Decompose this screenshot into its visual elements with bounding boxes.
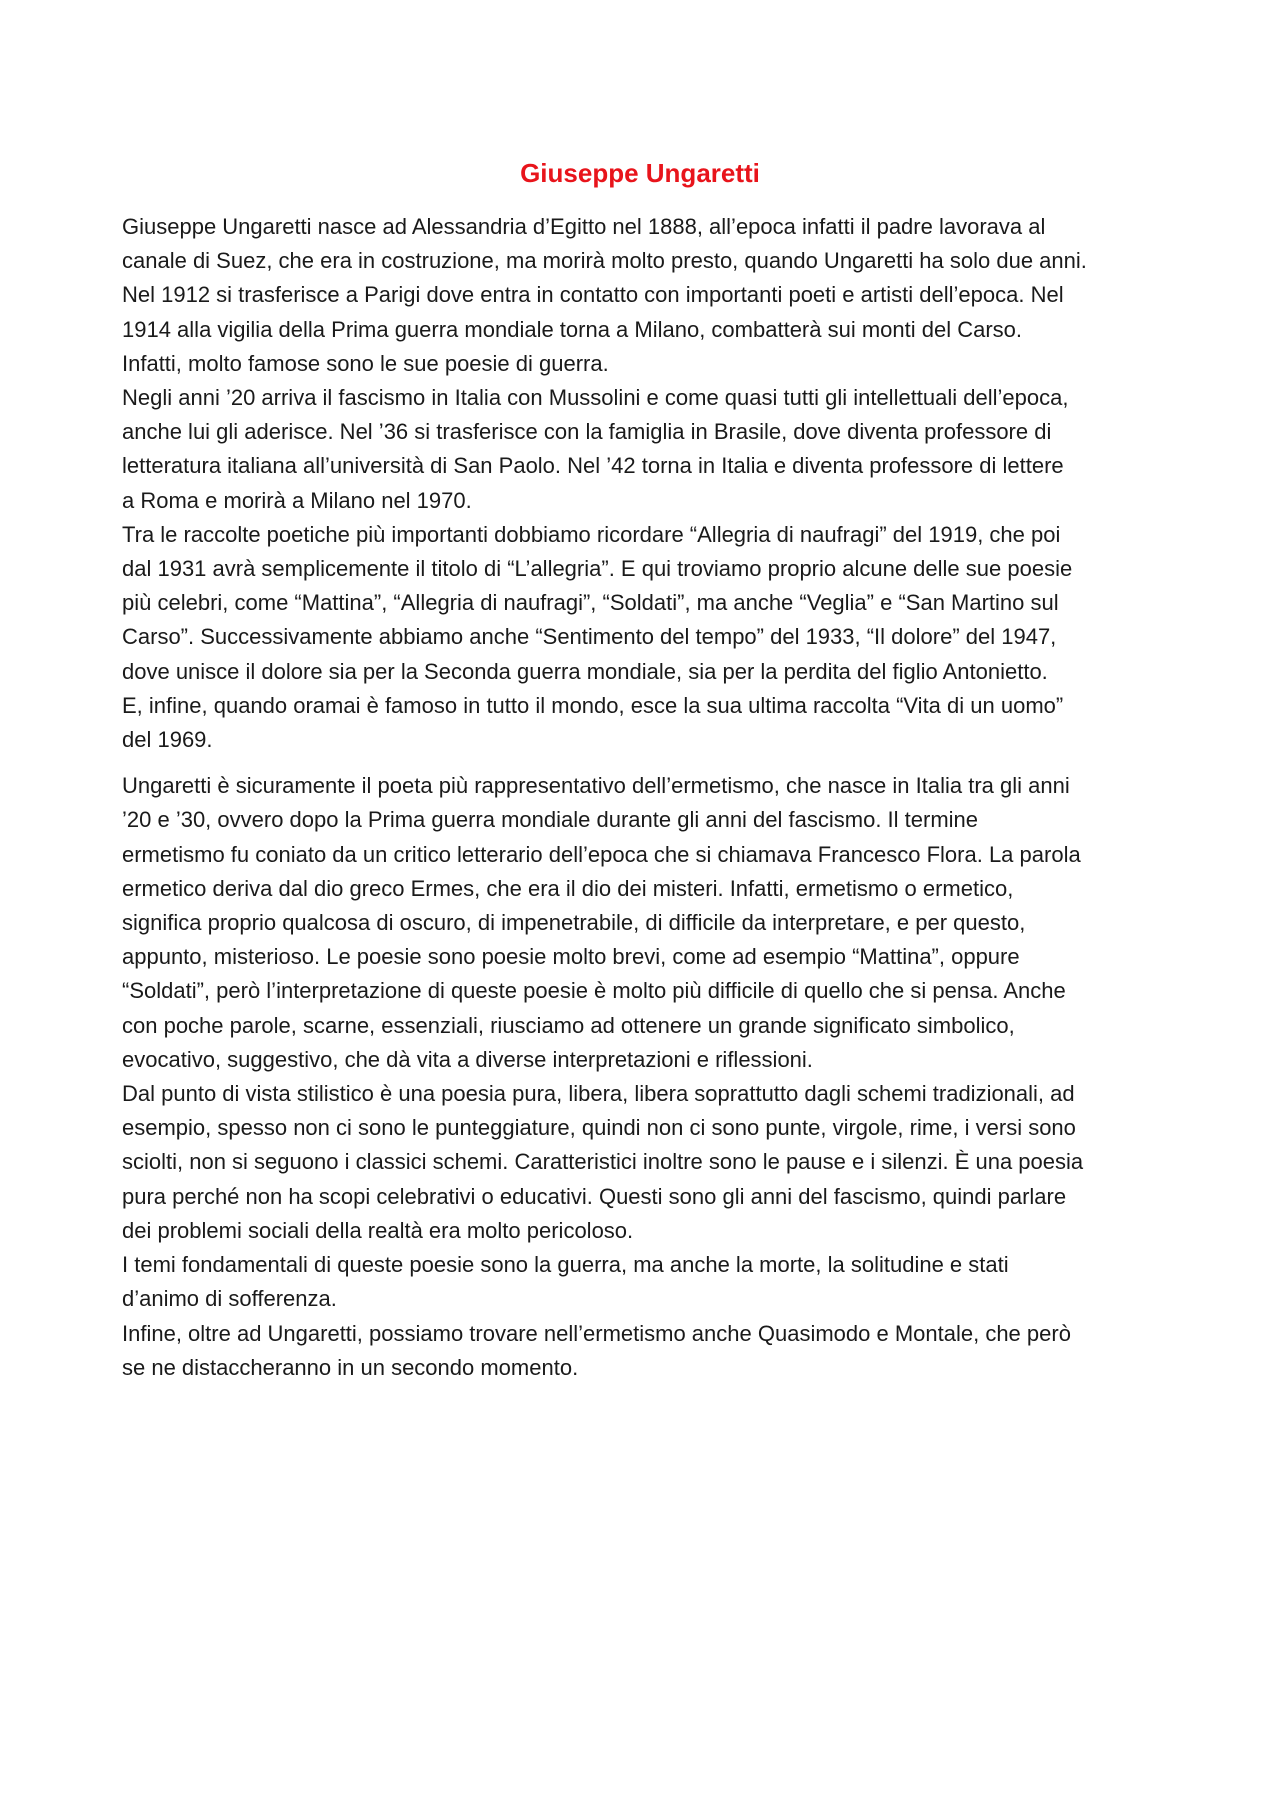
text-line: sciolti, non si seguono i classici schemi. Caratteristici inoltre sono le pause e i silenzi. È una poesia [122,1149,1084,1175]
text-line: più celebri, come “Mattina”, “Allegria di naufragi”, “Soldati”, ma anche “Veglia” e “San Martino sul [122,590,1059,616]
text-line: significa proprio qualcosa di oscuro, di impenetrabile, di difficile da interpretare, e per questo, [122,910,1026,936]
text-line: Ungaretti è sicuramente il poeta più rappresentativo dell’ermetismo, che nasce in Italia tra gli anni [122,773,1070,799]
text-line: “Soldati”, però l’interpretazione di queste poesie è molto più difficile di quello che si pensa. Anche [122,978,1066,1004]
text-line: E, infine, quando oramai è famoso in tutto il mondo, esce la sua ultima raccolta “Vita di un uomo” [122,692,1064,718]
text-line: Infine, oltre ad Ungaretti, possiamo trovare nell’ermetismo anche Quasimodo e Montale, che però [122,1320,1071,1346]
text-line: Giuseppe Ungaretti nasce ad Alessandria d’Egitto nel 1888, all’epoca infatti il padre lavorava al [122,214,1046,239]
text-line: appunto, misterioso. Le poesie sono poesie molto brevi, come ad esempio “Mattina”, oppure [122,944,1020,970]
text-line: dove unisce il dolore sia per la Seconda guerra mondiale, sia per la perdita del figlio Antonietto. [122,658,1048,684]
text-line: Infatti, molto famose sono le sue poesie di guerra. [122,350,609,376]
text-line: del 1969. [122,727,213,753]
text-line: d’animo di sofferenza. [122,1286,337,1312]
paragraph-block-2 [122,769,1167,1385]
text-line: Nel 1912 si trasferisce a Parigi dove entra in contatto con importanti poeti e artisti dell’epoca. Nel [122,282,1064,308]
text-line: Carso”. Successivamente abbiamo anche “Sentimento del tempo” del 1933, “Il dolore” del 1947, [122,624,1057,650]
text-line: Dal punto di vista stilistico è una poesia pura, libera, libera soprattutto dagli schemi tradizionali, ad [122,1081,1075,1107]
document-body [122,210,1167,1385]
text-line: I temi fondamentali di queste poesie sono la guerra, ma anche la morte, la solitudine e stati [122,1252,1009,1278]
text-line: se ne distaccheranno in un secondo momento. [122,1354,579,1380]
text-line: Tra le raccolte poetiche più importanti dobbiamo ricordare “Allegria di naufragi” del 1919, che poi [122,521,1061,547]
text-line: letteratura italiana all’università di San Paolo. Nel ’42 torna in Italia e diventa professore di lettere [122,453,1064,479]
text-line: con poche parole, scarne, essenziali, riusciamo ad ottenere un grande significato simbolico, [122,1012,1015,1038]
text-line: a Roma e morirà a Milano nel 1970. [122,487,472,513]
text-line: anche lui gli aderisce. Nel ’36 si trasferisce con la famiglia in Brasile, dove diventa professore di [122,419,1052,445]
paragraph-block-1 [122,210,1167,757]
text-line: esempio, spesso non ci sono le punteggiature, quindi non ci sono punte, virgole, rime, i versi sono [122,1115,1076,1141]
text-line: canale di Suez, che era in costruzione, ma morirà molto presto, quando Ungaretti ha solo due anni. [122,248,1087,274]
text-line: dei problemi sociali della realtà era molto pericoloso. [122,1217,634,1243]
text-line: dal 1931 avrà semplicemente il titolo di “L’allegria”. E qui troviamo proprio alcune delle sue poesie [122,556,1073,582]
text-line: ’20 e ’30, ovvero dopo la Prima guerra mondiale durante gli anni del fascismo. Il termine [122,807,979,833]
text-line: Negli anni ’20 arriva il fascismo in Italia con Mussolini e come quasi tutti gli intellettuali dell’epoca, [122,385,1069,411]
text-line: 1914 alla vigilia della Prima guerra mondiale torna a Milano, combatterà sui monti del Carso. [122,316,1023,342]
page-title: Giuseppe Ungaretti [520,158,760,188]
text-line: ermetico deriva dal dio greco Ermes, che era il dio dei misteri. Infatti, ermetismo o ermetico, [122,875,1014,901]
text-line: pura perché non ha scopi celebrativi o educativi. Questi sono gli anni del fascismo, quindi parlare [122,1183,1067,1209]
text-line: evocativo, suggestivo, che dà vita a diverse interpretazioni e riflessioni. [122,1046,813,1072]
text-line: ermetismo fu coniato da un critico letterario dell’epoca che si chiamava Francesco Flora. La parola [122,841,1081,867]
